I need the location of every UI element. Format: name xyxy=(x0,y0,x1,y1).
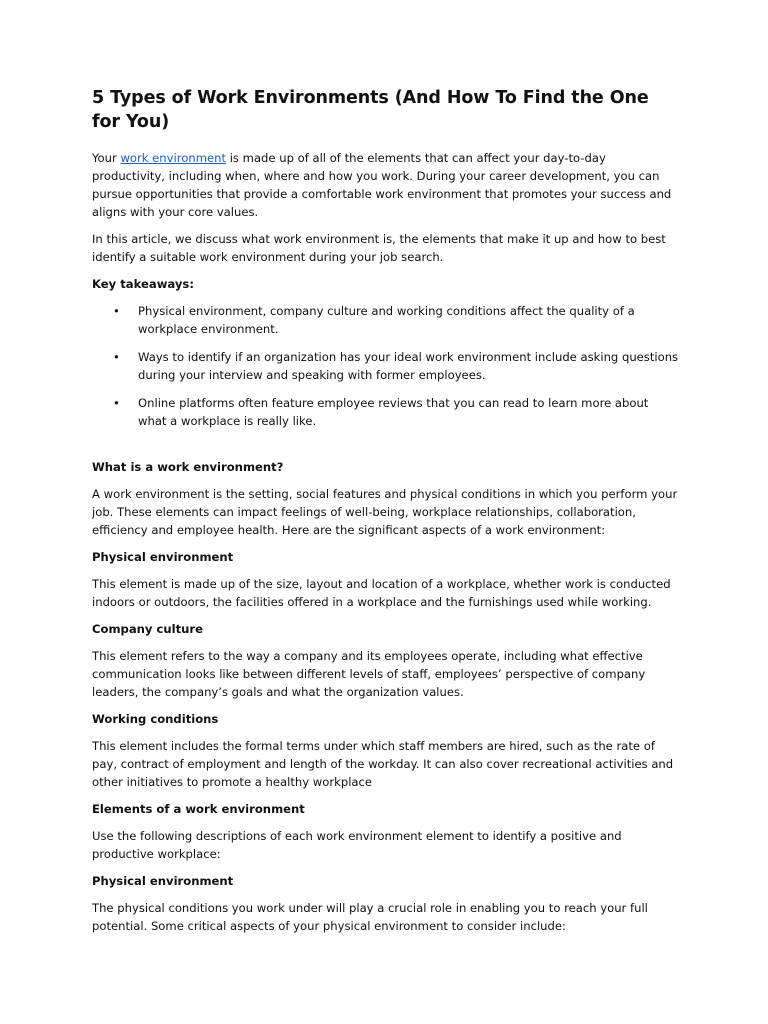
bullet-icon: • xyxy=(113,350,120,364)
key-takeaways-list xyxy=(92,302,680,430)
elements-paragraph: Use the following descriptions of each work environment element to identify a positive and productive workplace: xyxy=(92,829,622,861)
article-summary-paragraph: In this article, we discuss what work environment is, the elements that make it up and how to best identify a suitable work environment during your job search. xyxy=(92,232,666,264)
what-is-heading: What is a work environment? xyxy=(92,460,284,474)
elements-physical-environment-paragraph: The physical conditions you work under will play a crucial role in enabling you to reach your full potential. Some critical aspects of your physical environment to consider include: xyxy=(92,901,648,933)
section-spacer xyxy=(92,440,680,458)
article-body xyxy=(92,86,680,944)
bullet-icon: • xyxy=(113,396,120,410)
physical-environment-heading: Physical environment xyxy=(92,550,234,564)
article-title: 5 Types of Work Environments (And How To Find the One for You) xyxy=(92,88,649,132)
elements-heading: Elements of a work environment xyxy=(92,802,305,816)
list-item xyxy=(92,302,680,338)
intro-prefix: Your xyxy=(92,151,121,165)
list-item xyxy=(92,394,680,430)
working-conditions-paragraph: This element includes the formal terms under which staff members are hired, such as the rate of pay, contract of employment and length of the workday. It can also cover recreational activities and other initiatives to promote a healthy workplace xyxy=(92,739,674,789)
bullet-icon: • xyxy=(113,304,120,318)
company-culture-heading: Company culture xyxy=(92,622,204,636)
physical-environment-paragraph: This element is made up of the size, layout and location of a workplace, whether work is conducted indoors or outdoors, the facilities offered in a workplace and the furnishings used while working. xyxy=(92,577,671,609)
work-environment-link[interactable]: work environment xyxy=(120,151,227,165)
list-item-text: Ways to identify if an organization has your ideal work environment include asking questions during your interview and speaking with former employees. xyxy=(138,350,679,382)
elements-physical-environment-heading: Physical environment xyxy=(92,874,234,888)
list-item-text: Online platforms often feature employee reviews that you can read to learn more about what a workplace is really like. xyxy=(138,396,649,428)
intro-paragraph xyxy=(92,149,680,221)
working-conditions-heading: Working conditions xyxy=(92,712,219,726)
what-is-paragraph: A work environment is the setting, social features and physical conditions in which you perform your job. These elements can impact feelings of well-being, workplace relationships, collaboration, efficiency and employee health. Here are the significant aspects of a work environment: xyxy=(92,487,678,537)
intro-suffix: is made up of all of the elements that can affect your day-to-day productivity, including when, where and how you work. During your career development, you can pursue opportunities that provide a comfortable work environment that promotes your success and aligns with your core values. xyxy=(92,151,672,219)
list-item-text: Physical environment, company culture and working conditions affect the quality of a workplace environment. xyxy=(138,304,635,336)
company-culture-paragraph: This element refers to the way a company and its employees operate, including what effective communication looks like between different levels of staff, employees’ perspective of company leaders, the company’s goals and what the organization values. xyxy=(92,649,646,699)
list-item xyxy=(92,348,680,384)
key-takeaways-heading: Key takeaways: xyxy=(92,277,194,291)
